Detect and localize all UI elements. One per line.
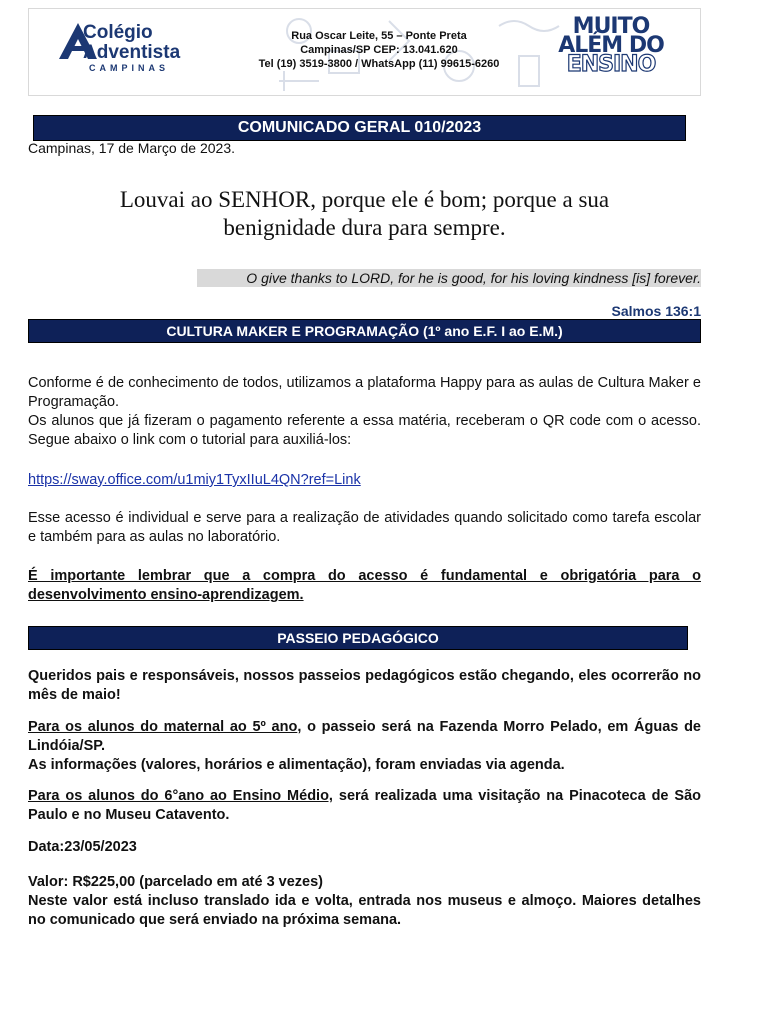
- section-title-passeio: PASSEIO PEDAGÓGICO: [28, 626, 688, 650]
- paragraph-ensino-medio: Para os alunos do 6°ano ao Ensino Médio, será realizada uma visitação na Pinacoteca de São Paulo e no Museu Catavento.: [28, 788, 701, 823]
- paragraph-maternal: Para os alunos do maternal ao 5º ano, o passeio será na Fazenda Morro Pelado, em Águas de Lindóia/SP. As informações (valores, horários e alimentação), foram enviadas via agenda.: [28, 719, 701, 773]
- bible-verse-en: O give thanks to LORD, for he is good, for his loving kindness [is] forever.: [197, 269, 701, 287]
- paragraph-intro: Conforme é de conhecimento de todos, utilizamos a plataforma Happy para as aulas de Cultura Maker e Programação. Os alunos que já fizeram o pagamento referente a essa matéria, receberam o QR code com o acesso. Segue abaixo o link com o tutorial para auxiliá-los:: [28, 375, 701, 448]
- letterhead: [28, 8, 701, 96]
- bible-verse-reference: Salmos 136:1: [611, 303, 701, 319]
- bible-verse-pt: Louvai ao SENHOR, porque ele é bom; porque a sua benignidade dura para sempre.: [119, 187, 610, 240]
- trip-date: Data:23/05/2023: [28, 839, 137, 855]
- document-title: COMUNICADO GERAL 010/2023: [33, 115, 686, 141]
- trip-price: Valor: R$225,00 (parcelado em até 3 vezes) Neste valor está incluso translado ida e volta, entrada nos museus e almoço. Maiores detalhes no comunicado que será enviado na próxima semana.: [28, 874, 701, 928]
- contact-info: [244, 29, 514, 71]
- paragraph-important: É importante lembrar que a compra do acesso é fundamental e obrigatória para o desenvolvimento ensino-aprendizagem.: [28, 568, 701, 603]
- section-title-cultura-maker: CULTURA MAKER E PROGRAMAÇÃO (1º ano E.F. I ao E.M.): [28, 319, 701, 343]
- tutorial-link-row: [28, 471, 701, 490]
- school-name: Colégio Adventista: [83, 22, 181, 63]
- city-zip: Campinas/SP CEP: 13.041.620: [300, 44, 458, 56]
- phones: Tel (19) 3519-3800 / WhatsApp (11) 99615-6260: [258, 58, 500, 70]
- document-date: Campinas, 17 de Março de 2023.: [28, 140, 236, 156]
- school-city: CAMPINAS: [89, 63, 170, 73]
- slogan: MUITO ALÉM DO ENSINO: [558, 14, 664, 77]
- paragraph-passeio-intro: Queridos pais e responsáveis, nossos passeios pedagógicos estão chegando, eles ocorrerão no mês de maio!: [28, 668, 701, 703]
- address: Rua Oscar Leite, 55 – Ponte Preta: [291, 30, 467, 42]
- paragraph-access: Esse acesso é individual e serve para a realização de atividades quando solicitado como tarefa escolar e também para as aulas no laboratório.: [28, 510, 701, 545]
- tutorial-link[interactable]: https://sway.office.com/u1miy1TyxIIuL4QN?ref=Link: [28, 472, 361, 488]
